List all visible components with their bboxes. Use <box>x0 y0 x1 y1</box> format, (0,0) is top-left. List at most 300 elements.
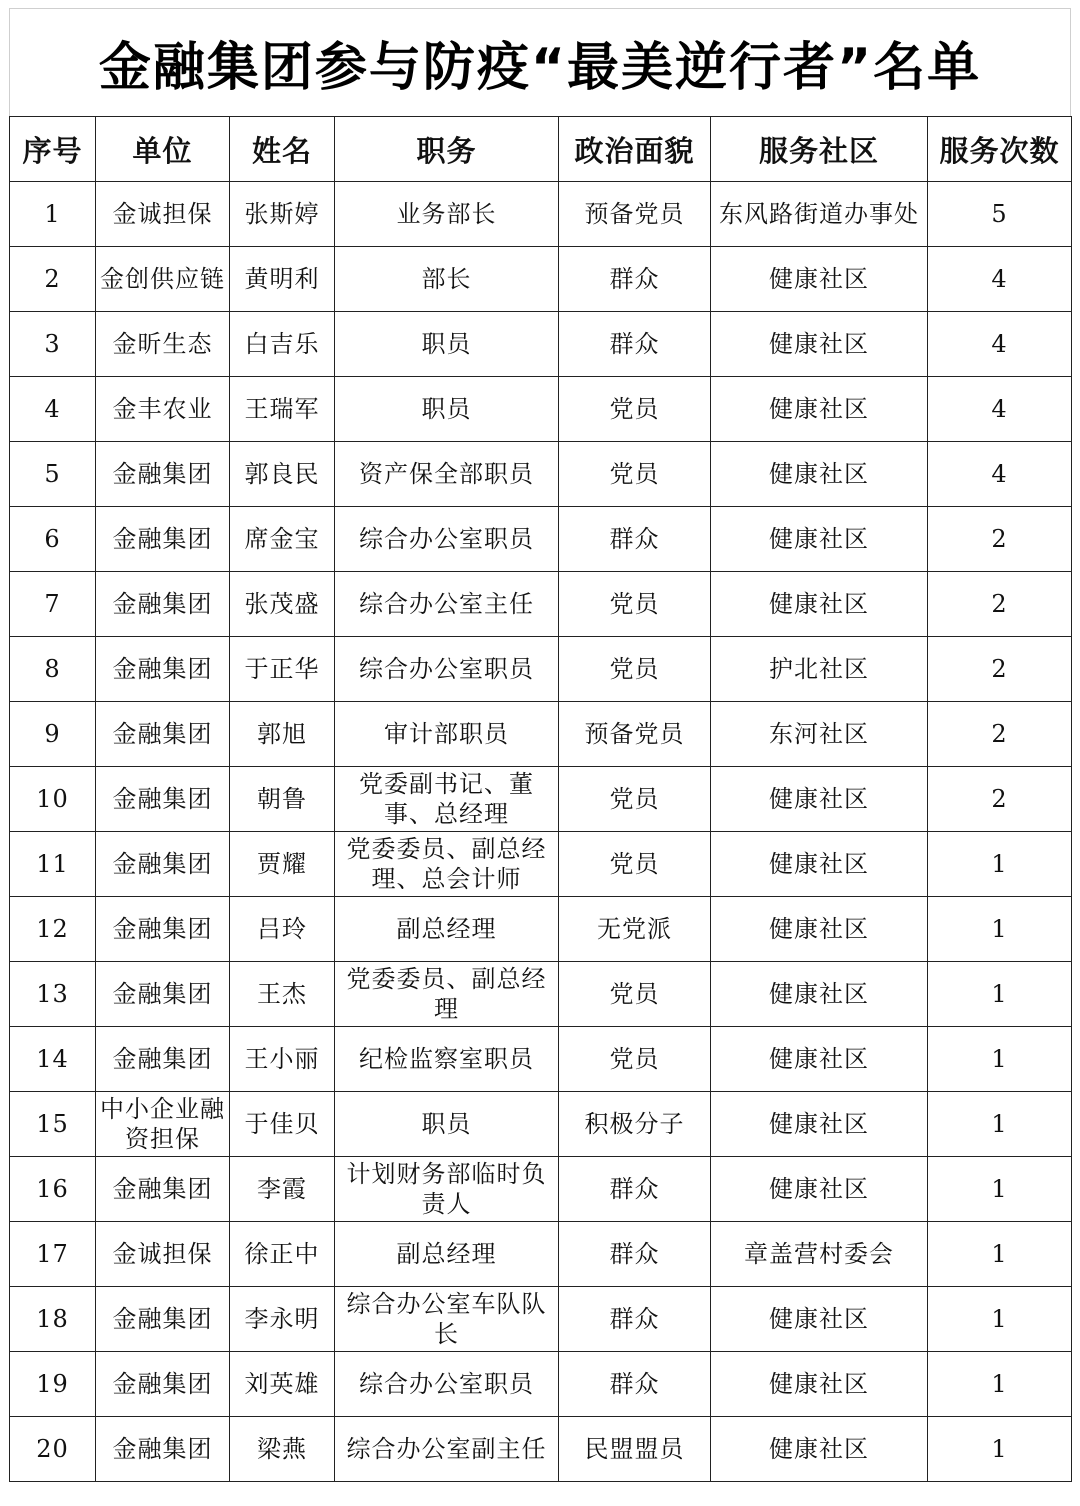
cell-unit-text: 金融集团 <box>112 525 213 553</box>
table-row <box>10 702 1072 767</box>
cell-index <box>10 767 96 832</box>
cell-service-count-text: 1 <box>991 1240 1008 1268</box>
cell-name <box>230 767 335 832</box>
cell-index <box>10 572 96 637</box>
cell-name <box>230 897 335 962</box>
cell-service-count <box>928 572 1072 637</box>
cell-position-text: 副总经理 <box>396 1240 497 1268</box>
cell-index-text: 17 <box>36 1240 69 1268</box>
cell-unit-text: 金丰农业 <box>112 395 213 423</box>
cell-unit-text: 金融集团 <box>112 1435 213 1463</box>
cell-index <box>10 1027 96 1092</box>
cell-service-count <box>928 1157 1072 1222</box>
cell-community-text: 章盖营村委会 <box>744 1240 894 1268</box>
cell-community <box>711 312 928 377</box>
cell-service-count <box>928 442 1072 507</box>
cell-service-count <box>928 312 1072 377</box>
cell-political-status <box>559 702 711 767</box>
cell-name <box>230 1417 335 1482</box>
cell-community-text: 健康社区 <box>769 525 869 553</box>
cell-service-count-text: 1 <box>991 915 1008 943</box>
table-row <box>10 182 1072 247</box>
cell-position-text: 纪检监察室职员 <box>359 1045 534 1073</box>
cell-position-text: 综合办公室主任 <box>359 590 534 618</box>
cell-service-count <box>928 247 1072 312</box>
cell-position-text: 党委委员、副总经理 <box>346 965 547 1023</box>
cell-community <box>711 182 928 247</box>
cell-service-count-text: 4 <box>991 330 1008 358</box>
table-row <box>10 897 1072 962</box>
cell-unit <box>96 377 230 442</box>
cell-community <box>711 1287 928 1352</box>
cell-name-text: 白吉乐 <box>244 330 320 358</box>
cell-position <box>335 377 559 442</box>
cell-service-count-text: 5 <box>991 200 1008 228</box>
cell-unit-text: 金创供应链 <box>100 265 225 293</box>
cell-political-status <box>559 637 711 702</box>
cell-community-text: 护北社区 <box>769 655 869 683</box>
cell-position <box>335 1092 559 1157</box>
cell-position <box>335 897 559 962</box>
cell-position-text: 综合办公室车队队长 <box>346 1290 547 1348</box>
cell-position <box>335 182 559 247</box>
cell-political-status-text: 预备党员 <box>584 720 685 748</box>
cell-index-text: 5 <box>44 460 61 488</box>
cell-name <box>230 442 335 507</box>
cell-name-text: 吕玲 <box>257 915 307 943</box>
cell-index <box>10 832 96 897</box>
cell-community <box>711 1352 928 1417</box>
cell-unit <box>96 247 230 312</box>
cell-unit-text: 金融集团 <box>112 785 213 813</box>
cell-position <box>335 572 559 637</box>
roster-table <box>9 116 1072 1482</box>
cell-unit-text: 金诚担保 <box>112 1240 213 1268</box>
cell-political-status-text: 群众 <box>609 330 660 358</box>
cell-unit-text: 金融集团 <box>112 1045 213 1073</box>
cell-name-text: 王瑞军 <box>244 395 320 423</box>
cell-service-count <box>928 832 1072 897</box>
cell-service-count <box>928 182 1072 247</box>
table-row <box>10 767 1072 832</box>
cell-unit-text: 金诚担保 <box>112 200 213 228</box>
cell-unit <box>96 1222 230 1287</box>
cell-service-count-text: 1 <box>991 1370 1008 1398</box>
cell-index <box>10 1222 96 1287</box>
cell-unit-text: 金融集团 <box>112 590 213 618</box>
cell-name-text: 席金宝 <box>244 525 320 553</box>
cell-unit <box>96 962 230 1027</box>
cell-political-status <box>559 442 711 507</box>
cell-political-status-text: 党员 <box>609 590 660 618</box>
cell-index-text: 11 <box>36 850 69 878</box>
cell-name <box>230 637 335 702</box>
cell-index <box>10 182 96 247</box>
cell-political-status-text: 群众 <box>609 1305 660 1333</box>
cell-political-status-text: 党员 <box>609 395 660 423</box>
cell-political-status-text: 无党派 <box>597 915 672 943</box>
cell-political-status <box>559 377 711 442</box>
col-header-name: 姓名 <box>230 117 335 182</box>
cell-community-text: 健康社区 <box>769 590 869 618</box>
cell-community-text: 东河社区 <box>769 720 869 748</box>
col-header-service-count: 服务次数 <box>928 117 1072 182</box>
cell-name-text: 李霞 <box>257 1175 307 1203</box>
cell-position <box>335 1027 559 1092</box>
cell-name <box>230 572 335 637</box>
cell-position-text: 党委委员、副总经理、总会计师 <box>346 835 547 893</box>
cell-political-status-text: 预备党员 <box>584 200 685 228</box>
cell-unit <box>96 1027 230 1092</box>
cell-service-count-text: 1 <box>991 980 1008 1008</box>
cell-community-text: 健康社区 <box>769 915 869 943</box>
cell-index-text: 16 <box>36 1175 69 1203</box>
cell-position <box>335 1157 559 1222</box>
cell-index-text: 15 <box>36 1110 69 1138</box>
cell-service-count <box>928 1417 1072 1482</box>
table-row <box>10 832 1072 897</box>
cell-community <box>711 1157 928 1222</box>
cell-name <box>230 1027 335 1092</box>
cell-political-status <box>559 767 711 832</box>
cell-political-status-text: 党员 <box>609 655 660 683</box>
cell-position-text: 业务部长 <box>396 200 497 228</box>
cell-community <box>711 767 928 832</box>
cell-index <box>10 897 96 962</box>
cell-service-count <box>928 1092 1072 1157</box>
cell-unit-text: 金融集团 <box>112 850 213 878</box>
cell-community <box>711 637 928 702</box>
cell-position-text: 职员 <box>421 395 472 423</box>
table-row <box>10 377 1072 442</box>
col-header-unit: 单位 <box>96 117 230 182</box>
cell-name-text: 王小丽 <box>244 1045 320 1073</box>
cell-political-status-text: 群众 <box>609 265 660 293</box>
cell-service-count <box>928 962 1072 1027</box>
title-box <box>9 8 1071 116</box>
cell-index <box>10 1157 96 1222</box>
cell-political-status-text: 民盟盟员 <box>584 1435 685 1463</box>
cell-community <box>711 897 928 962</box>
cell-position <box>335 247 559 312</box>
cell-service-count-text: 4 <box>991 395 1008 423</box>
cell-political-status-text: 群众 <box>609 1240 660 1268</box>
cell-name-text: 于正华 <box>244 655 320 683</box>
cell-service-count-text: 1 <box>991 1305 1008 1333</box>
cell-index <box>10 442 96 507</box>
roster-body <box>10 182 1072 1482</box>
cell-service-count-text: 4 <box>991 265 1008 293</box>
table-row <box>10 442 1072 507</box>
col-header-index: 序号 <box>10 117 96 182</box>
cell-community-text: 健康社区 <box>769 1110 869 1138</box>
cell-unit <box>96 1157 230 1222</box>
cell-position-text: 综合办公室职员 <box>359 1370 534 1398</box>
cell-index-text: 20 <box>36 1435 69 1463</box>
cell-index <box>10 1417 96 1482</box>
cell-service-count-text: 1 <box>991 1435 1008 1463</box>
cell-name-text: 郭旭 <box>257 720 307 748</box>
cell-name-text: 梁燕 <box>257 1435 307 1463</box>
cell-service-count <box>928 1287 1072 1352</box>
table-row <box>10 1027 1072 1092</box>
cell-position <box>335 507 559 572</box>
cell-index <box>10 1092 96 1157</box>
col-header-political-status: 政治面貌 <box>559 117 711 182</box>
cell-position-text: 审计部职员 <box>384 720 509 748</box>
cell-community <box>711 702 928 767</box>
table-row <box>10 637 1072 702</box>
cell-position <box>335 312 559 377</box>
table-row <box>10 247 1072 312</box>
cell-service-count <box>928 702 1072 767</box>
cell-position <box>335 1287 559 1352</box>
cell-name <box>230 1352 335 1417</box>
cell-political-status-text: 群众 <box>609 525 660 553</box>
cell-index-text: 8 <box>44 655 61 683</box>
cell-political-status-text: 党员 <box>609 980 660 1008</box>
cell-name-text: 张茂盛 <box>244 590 320 618</box>
cell-index <box>10 962 96 1027</box>
cell-name <box>230 312 335 377</box>
cell-name-text: 刘英雄 <box>244 1370 320 1398</box>
cell-name <box>230 377 335 442</box>
cell-community <box>711 962 928 1027</box>
cell-political-status <box>559 1157 711 1222</box>
cell-community <box>711 442 928 507</box>
cell-position-text: 部长 <box>421 265 472 293</box>
cell-service-count-text: 2 <box>991 590 1008 618</box>
cell-unit <box>96 832 230 897</box>
cell-index-text: 6 <box>44 525 61 553</box>
cell-name <box>230 1287 335 1352</box>
cell-index-text: 3 <box>44 330 61 358</box>
cell-position-text: 综合办公室职员 <box>359 655 534 683</box>
cell-unit-text: 金融集团 <box>112 1370 213 1398</box>
cell-name-text: 黄明利 <box>244 265 320 293</box>
cell-position-text: 副总经理 <box>396 915 497 943</box>
cell-unit <box>96 1417 230 1482</box>
cell-community-text: 健康社区 <box>769 330 869 358</box>
cell-unit <box>96 897 230 962</box>
cell-community-text: 健康社区 <box>769 1175 869 1203</box>
cell-community-text: 健康社区 <box>769 265 869 293</box>
cell-political-status <box>559 182 711 247</box>
cell-unit-text: 金融集团 <box>112 720 213 748</box>
cell-name <box>230 1092 335 1157</box>
cell-political-status <box>559 247 711 312</box>
cell-position-text: 综合办公室副主任 <box>346 1435 547 1463</box>
cell-service-count-text: 1 <box>991 1175 1008 1203</box>
cell-index-text: 18 <box>36 1305 69 1333</box>
cell-community-text: 健康社区 <box>769 1370 869 1398</box>
cell-service-count <box>928 1352 1072 1417</box>
cell-community-text: 东风路街道办事处 <box>719 200 919 228</box>
cell-position-text: 职员 <box>421 1110 472 1138</box>
cell-index-text: 10 <box>36 785 69 813</box>
table-row <box>10 1287 1072 1352</box>
cell-position <box>335 637 559 702</box>
cell-political-status-text: 党员 <box>609 460 660 488</box>
cell-political-status <box>559 312 711 377</box>
cell-position-text: 资产保全部职员 <box>359 460 534 488</box>
cell-position <box>335 767 559 832</box>
cell-index-text: 9 <box>44 720 61 748</box>
cell-political-status <box>559 572 711 637</box>
cell-unit-text: 金融集团 <box>112 1305 213 1333</box>
col-header-position: 职务 <box>335 117 559 182</box>
cell-community-text: 健康社区 <box>769 980 869 1008</box>
cell-unit-text: 金融集团 <box>112 655 213 683</box>
cell-name-text: 于佳贝 <box>244 1110 320 1138</box>
cell-political-status-text: 积极分子 <box>584 1110 685 1138</box>
cell-position <box>335 962 559 1027</box>
cell-political-status-text: 党员 <box>609 850 660 878</box>
table-row <box>10 1352 1072 1417</box>
table-row <box>10 1222 1072 1287</box>
cell-unit <box>96 442 230 507</box>
cell-community <box>711 1417 928 1482</box>
cell-index <box>10 702 96 767</box>
cell-community-text: 健康社区 <box>769 1045 869 1073</box>
cell-position <box>335 702 559 767</box>
cell-unit-text: 金融集团 <box>112 1175 213 1203</box>
cell-service-count-text: 2 <box>991 655 1008 683</box>
cell-name <box>230 182 335 247</box>
cell-index <box>10 247 96 312</box>
cell-name <box>230 1157 335 1222</box>
cell-name <box>230 507 335 572</box>
cell-name-text: 李永明 <box>244 1305 320 1333</box>
cell-political-status <box>559 1092 711 1157</box>
cell-name <box>230 962 335 1027</box>
table-row <box>10 1417 1072 1482</box>
cell-position <box>335 1417 559 1482</box>
cell-political-status <box>559 832 711 897</box>
cell-community-text: 健康社区 <box>769 850 869 878</box>
cell-unit <box>96 507 230 572</box>
cell-name-text: 贾耀 <box>257 850 307 878</box>
cell-service-count <box>928 377 1072 442</box>
cell-unit <box>96 767 230 832</box>
col-header-community: 服务社区 <box>711 117 928 182</box>
cell-index <box>10 1352 96 1417</box>
cell-unit-text: 金融集团 <box>112 915 213 943</box>
cell-index-text: 12 <box>36 915 69 943</box>
cell-index <box>10 377 96 442</box>
cell-name-text: 张斯婷 <box>244 200 320 228</box>
cell-position <box>335 832 559 897</box>
cell-service-count <box>928 1222 1072 1287</box>
cell-index-text: 14 <box>36 1045 69 1073</box>
cell-political-status <box>559 1352 711 1417</box>
cell-service-count-text: 2 <box>991 525 1008 553</box>
cell-unit <box>96 702 230 767</box>
cell-political-status-text: 党员 <box>609 1045 660 1073</box>
cell-unit-text: 金融集团 <box>112 460 213 488</box>
cell-unit <box>96 637 230 702</box>
cell-index-text: 13 <box>36 980 69 1008</box>
cell-index <box>10 507 96 572</box>
cell-political-status-text: 群众 <box>609 1175 660 1203</box>
cell-unit-text: 中小企业融资担保 <box>100 1095 225 1153</box>
cell-community <box>711 832 928 897</box>
cell-service-count <box>928 507 1072 572</box>
table-row <box>10 962 1072 1027</box>
cell-index <box>10 312 96 377</box>
cell-service-count-text: 2 <box>991 720 1008 748</box>
cell-service-count-text: 2 <box>991 785 1008 813</box>
cell-service-count-text: 4 <box>991 460 1008 488</box>
table-row <box>10 1092 1072 1157</box>
cell-name <box>230 702 335 767</box>
cell-community <box>711 572 928 637</box>
cell-political-status-text: 党员 <box>609 785 660 813</box>
cell-community-text: 健康社区 <box>769 460 869 488</box>
cell-unit-text: 金昕生态 <box>112 330 213 358</box>
cell-index-text: 2 <box>44 265 61 293</box>
cell-unit <box>96 1092 230 1157</box>
cell-community <box>711 1222 928 1287</box>
cell-unit <box>96 572 230 637</box>
table-row <box>10 312 1072 377</box>
cell-service-count <box>928 767 1072 832</box>
page-title: 金融集团参与防疫“最美逆行者”名单 <box>98 38 982 98</box>
cell-community <box>711 377 928 442</box>
cell-service-count-text: 1 <box>991 1045 1008 1073</box>
cell-political-status <box>559 1417 711 1482</box>
cell-position <box>335 1352 559 1417</box>
cell-community-text: 健康社区 <box>769 1305 869 1333</box>
cell-name-text: 王杰 <box>257 980 307 1008</box>
cell-position <box>335 442 559 507</box>
cell-position-text: 党委副书记、董事、总经理 <box>359 770 534 828</box>
cell-community <box>711 1027 928 1092</box>
cell-unit <box>96 312 230 377</box>
cell-position-text: 职员 <box>421 330 472 358</box>
cell-political-status <box>559 1287 711 1352</box>
table-row <box>10 1157 1072 1222</box>
cell-community-text: 健康社区 <box>769 785 869 813</box>
cell-political-status <box>559 897 711 962</box>
cell-political-status <box>559 1222 711 1287</box>
cell-index <box>10 1287 96 1352</box>
cell-community <box>711 1092 928 1157</box>
cell-service-count-text: 1 <box>991 1110 1008 1138</box>
cell-name <box>230 247 335 312</box>
cell-community <box>711 507 928 572</box>
cell-name-text: 朝鲁 <box>257 785 307 813</box>
cell-community <box>711 247 928 312</box>
cell-position-text: 计划财务部临时负责人 <box>346 1160 547 1218</box>
cell-name <box>230 1222 335 1287</box>
cell-service-count-text: 1 <box>991 850 1008 878</box>
cell-index-text: 19 <box>36 1370 69 1398</box>
cell-name-text: 徐正中 <box>244 1240 320 1268</box>
cell-name <box>230 832 335 897</box>
cell-service-count <box>928 637 1072 702</box>
cell-index-text: 1 <box>44 200 61 228</box>
cell-service-count <box>928 897 1072 962</box>
cell-index-text: 7 <box>44 590 61 618</box>
cell-service-count <box>928 1027 1072 1092</box>
cell-political-status <box>559 962 711 1027</box>
cell-political-status <box>559 507 711 572</box>
table-row <box>10 572 1072 637</box>
cell-unit <box>96 182 230 247</box>
cell-index-text: 4 <box>44 395 61 423</box>
cell-community-text: 健康社区 <box>769 395 869 423</box>
